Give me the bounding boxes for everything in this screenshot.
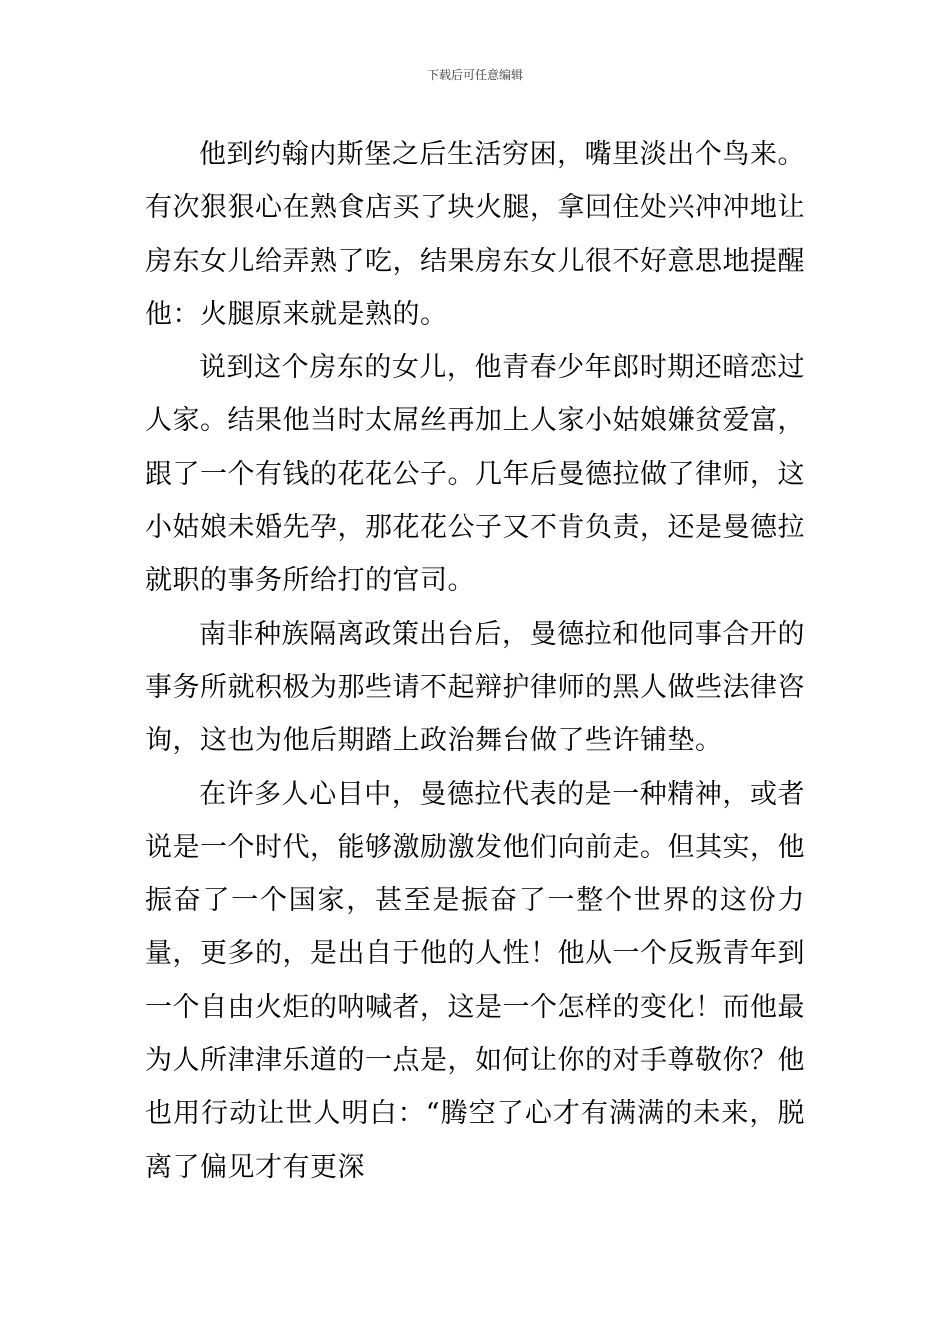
page-header: 下载后可任意编辑 [426, 68, 523, 82]
paragraph-3: 南非种族隔离政策出台后，曼德拉和他同事合开的事务所就积极为那些请不起辩护律师的黑人做些法律咨询，这也为他后期踏上政治舞台做了些许铺垫。 [145, 618, 805, 757]
paragraph-4: 在许多人心目中，曼德拉代表的是一种精神，或者说是一个时代，能够激励激发他们向前走。但其实，他振奋了一个国家，甚至是振奋了一整个世界的这份力量，更多的，是出自于他的人性！他从一个反叛青年到一个自由火炬的呐喊者，这是一个怎样的变化！而他最为人所津津乐道的一点是，如何让你的对手尊敬你？他也用行动让世人明白：“腾空了心才有满满的未来，脱离了偏见才有更深 [145, 778, 805, 1183]
paragraph-2: 说到这个房东的女儿，他青春少年郎时期还暗恋过人家。结果他当时太屌丝再加上人家小姑娘嫌贫爱富，跟了一个有钱的花花公子。几年后曼德拉做了律师，这小姑娘未婚先孕，那花花公子又不肯负责，还是曼德拉就职的事务所给打的官司。 [145, 352, 805, 597]
document-body [145, 128, 805, 1194]
paragraph-1: 他到约翰内斯堡之后生活穷困，嘴里淡出个鸟来。有次狠狠心在熟食店买了块火腿，拿回住处兴冲冲地让房东女儿给弄熟了吃，结果房东女儿很不好意思地提醒他：火腿原来就是熟的。 [145, 139, 805, 330]
